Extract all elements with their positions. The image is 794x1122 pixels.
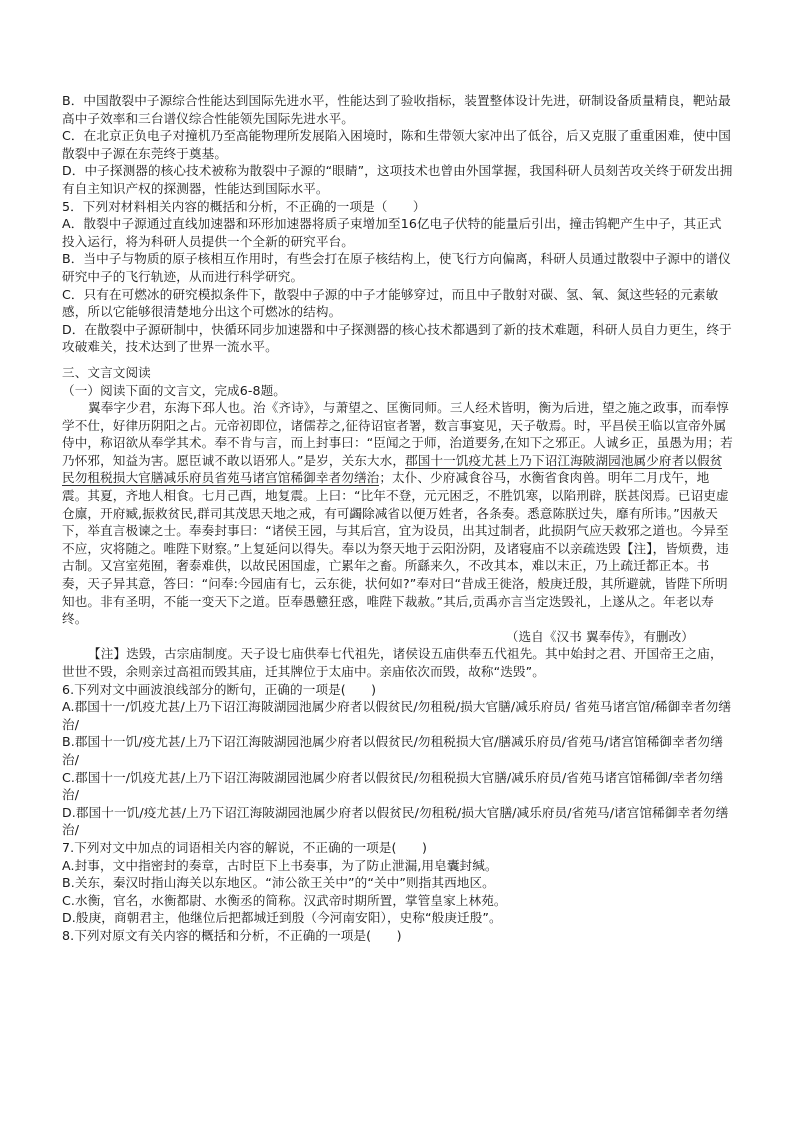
q7-option-c: C.水衡，官名，水衡都尉、水衡丞的简称。汉武帝时期所置，掌管皇家上林苑。 xyxy=(62,892,507,908)
q7-option-b: B.关东，秦汉时指山海关以东地区。“沛公欲王关中”的“关中”则指其西地区。 xyxy=(62,875,495,891)
q8-stem: 8.下列对原文有关内容的概括和分析，不正确的一项是( ) xyxy=(62,927,402,943)
prev-option-d: D．中子探测器的核心技术被称为散裂中子源的“眼睛”，这项技术也曾由外国掌握，我国科研人员刻苦攻关终于研发出拥有自主知识产权的探测器，性能达到国际水平。 xyxy=(62,163,733,196)
q5-option-a: A．散裂中子源通过直线加速器和环形加速器将质子束增加至16亿电子伏特的能量后引出，撞击钨靶产生中子，其正式投入运行，将为科研人员提供一个全新的研究平台。 xyxy=(62,216,722,249)
q5-stem: 5．下列对材料相关内容的概括和分析，不正确的一项是（ ） xyxy=(62,198,426,214)
q6-option-c: C.郡国十一/饥疫尤甚/上乃下诏江海陂湖园池属少府者以假贫民/勿租税损大官膳/减乐府员/省苑马诸宫馆稀御/幸者勿缮治/ xyxy=(62,769,724,803)
q6-stem: 6.下列对文中画波浪线部分的断句，正确的一项是( ) xyxy=(62,681,377,697)
wavy-underlined-passage: 郡国十一饥疫尤甚上乃下诏江海陂湖园池属少府者以假贫民勿租税损大官膳减乐府员省苑马诸宫馆稀御幸者勿缮治 xyxy=(62,452,723,486)
prev-option-c: C．在北京正负电子对撞机乃至高能物理所发展陷入困境时，陈和生带领大家冲出了低谷，后又克服了重重困难，使中国散裂中子源在东莞终于奠基。 xyxy=(62,128,731,161)
passage-text xyxy=(62,399,734,628)
q5-option-c: C．只有在可燃冰的研究模拟条件下，散裂中子源的中子才能够穿过，而且中子散射对碳、氢、氧、氮这些轻的元素敏感，所以它能够很清楚地分出这个可燃冰的结构。 xyxy=(62,286,719,320)
passage-note: 【注】迭毁，古宗庙制度。天子设七庙供奉七代祖先，诸侯设五庙供奉五代祖先。其中始封之君、开国帝王之庙，世世不毁，余则亲过高祖而毁其庙，迁其牌位于太庙中。亲庙依次而毁，故称“迭毁”。 xyxy=(62,646,723,679)
q6-option-d: D.郡国十一饥/疫尤甚/上乃下诏江海陂湖园池属少府者以假贫民/勿租税/损大官膳/减乐府员/省苑马/诸宫馆稀御幸者勿缮治/ xyxy=(62,804,729,838)
document-page xyxy=(62,92,734,945)
passage-part2: ；太仆、少府减食谷马，水衡省食肉兽。明年二月戊午，地震。其夏，齐地人相食。七月己酉，地复震。上曰：“比年不登，元元困乏，不胜饥寒，以陷刑辟，朕甚闵焉。已诏吏虚仓廪，开府臧,振救贫民,群司其茂思天地之戒，有可蠲除减省以便万姓者，各条奏。悉意陈朕过失，靡有所讳。”因赦天下，举直言极谏之士。奉奏封事曰：“诸侯王园，与其后宫，宜为设员，出其过制者，此损阴气应天救邪之道也。今异至不应，灾将随之。唯陛下财察。”上复延问以得失。奉以为祭天地于云阳汾阴，及诸寝庙不以亲疏迭毁【注】，皆烦费，违古制。又宫室苑囿，奢泰难供，以故民困国虚，亡累年之畜。所繇来久，不改其本，难以末正，乃上疏迁都正本。书奏，天子异其意，答曰：“问奉:今园庙有七，云东徙，状何如?”奉对曰“昔成王徙洛，般庚迁殷，其所避就，皆陛下所明知也。非有圣明，不能一变天下之道。臣奉愚戆狂惑，唯陛下裁赦。”其后,贡禹亦言当定迭毁礼，上遂从之。年老以寿终。 xyxy=(62,470,729,627)
q5-option-d: D．在散裂中子源研制中，快循环同步加速器和中子探测器的核心技术都遇到了新的技术难题，科研人员自力更生，终于攻破难关，技术达到了世界一流水平。 xyxy=(62,321,732,355)
passage-source: （选自《汉书 翼奉传》，有删改） xyxy=(505,628,694,644)
q6-option-a: A.郡国十一/饥疫尤甚/上乃下诏江海陂湖园池属少府者以假贫民/勿租税/损大官膳/减乐府员/ 省苑马诸宫馆/稀御幸者勿缮治/ xyxy=(62,699,732,732)
q7-stem: 7.下列对文中加点的词语相关内容的解说，不正确的一项是( ) xyxy=(62,839,427,855)
passage-part1: 翼奉字少君，东海下邳人也。治《齐诗》，与萧望之、匡衡同师。三人经术皆明，衡为后进，望之施之政事，而奉惇学不仕，好律历阴阳之占。元帝初即位，诸儒荐之,征待诏宦者署，数言事宴见，天子敬焉。时，平昌侯王临以宣帝外属侍中，称诏欲从奉学其术。奉不肯与言，而上封事曰：“臣闻之于师，治道要务,在知下之邪正。人诚乡正，虽愚为用；若乃怀邪，知益为害。愿臣诚不敢以语邪人。”是岁，关东大水， xyxy=(62,400,733,468)
q5-option-b: B．当中子与物质的原子核相互作用时，有些会打在原子核结构上，使飞行方向偏离，科研人员通过散裂中子源中的谱仪研究中子的飞行轨迹，从而进行科学研究。 xyxy=(62,251,731,284)
q7-option-a: A.封事，文中指密封的奏章，古时臣下上书奏事，为了防止泄漏,用皂囊封缄。 xyxy=(62,857,498,873)
sub-title: （一）阅读下面的文言文，完成6-8题。 xyxy=(62,382,286,398)
section-title: 三、文言文阅读 xyxy=(62,364,151,380)
q7-option-d: D.般庚，商朝君主，他继位后把都城迁到殷（今河南安阳），史称“般庚迁殷”。 xyxy=(62,910,502,926)
section-gap xyxy=(62,356,734,364)
prev-option-b: B．中国散裂中子源综合性能达到国际先进水平，性能达到了验收指标，装置整体设计先进，研制设备质量精良，靶站最高中子效率和三台谱仪综合性能领先国际先进水平。 xyxy=(62,93,731,126)
q6-option-b: B.郡国十一饥/疫尤甚/上乃下诏江海陂湖园池属少府者以假贫民/勿租税损大官/膳减乐府员/省苑马/诸宫馆稀御幸者勿缮治/ xyxy=(62,734,723,767)
